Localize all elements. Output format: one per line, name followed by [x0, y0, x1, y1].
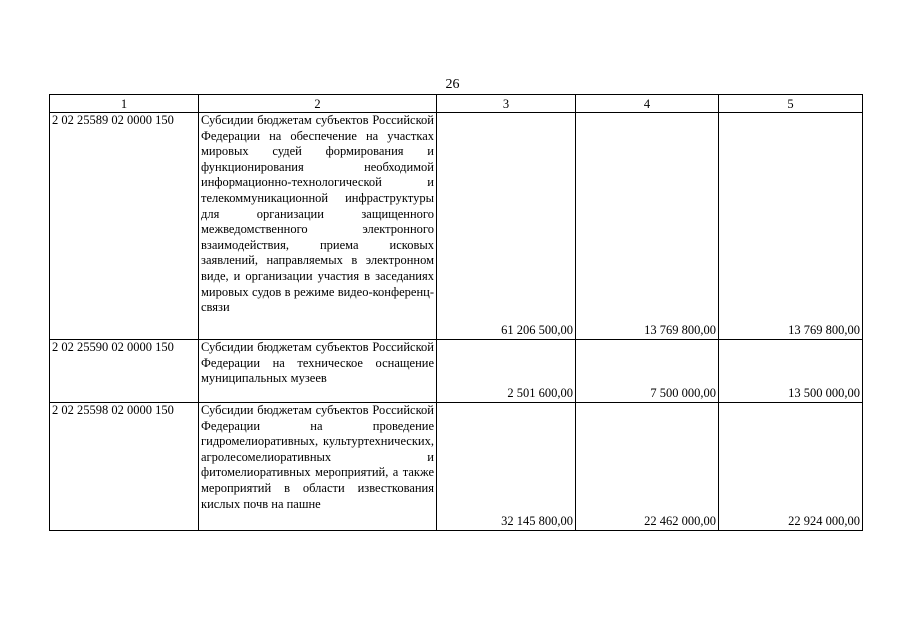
budget-code-cell: 2 02 25589 02 0000 150: [50, 113, 199, 340]
amount-col-5-cell: 22 924 000,00: [719, 403, 863, 531]
table-header-row: [50, 95, 863, 113]
amount-col-3-cell: 61 206 500,00: [437, 113, 576, 340]
header-col-4: 4: [576, 95, 719, 113]
table-row: [50, 403, 863, 531]
header-col-5: 5: [719, 95, 863, 113]
budget-code-cell: 2 02 25590 02 0000 150: [50, 340, 199, 403]
amount-col-4-cell: 22 462 000,00: [576, 403, 719, 531]
description-cell: Субсидии бюджетам субъектов Российской Федерации на проведение гидромелиоративных, культуртехнических, агролесомелиоративных и фитомелиоративных мероприятий, а также мероприятий в области известкования кислых почв на пашне: [199, 403, 437, 531]
amount-col-5-cell: 13 500 000,00: [719, 340, 863, 403]
header-col-3: 3: [437, 95, 576, 113]
header-col-2: 2: [199, 95, 437, 113]
amount-col-5-cell: 13 769 800,00: [719, 113, 863, 340]
description-cell: Субсидии бюджетам субъектов Российской Федерации на обеспечение на участках мировых судей формирования и функционирования необходимой информационно-технологической и телекоммуникационной инфраструктуры для организации защищенного межведомственного электронного взаимодействия, приема исковых заявлений, направляемых в электронном виде, и организации участия в заседаниях мировых судов в режиме видео-конференц-связи: [199, 113, 437, 340]
table-row: [50, 113, 863, 340]
budget-table: [49, 94, 863, 531]
budget-code-cell: 2 02 25598 02 0000 150: [50, 403, 199, 531]
amount-col-3-cell: 32 145 800,00: [437, 403, 576, 531]
page-number: 26: [445, 77, 460, 92]
amount-col-4-cell: 13 769 800,00: [576, 113, 719, 340]
amount-col-4-cell: 7 500 000,00: [576, 340, 719, 403]
header-col-1: 1: [50, 95, 199, 113]
table-row: [50, 340, 863, 403]
amount-col-3-cell: 2 501 600,00: [437, 340, 576, 403]
description-cell: Субсидии бюджетам субъектов Российской Федерации на техническое оснащение муниципальных музеев: [199, 340, 437, 403]
